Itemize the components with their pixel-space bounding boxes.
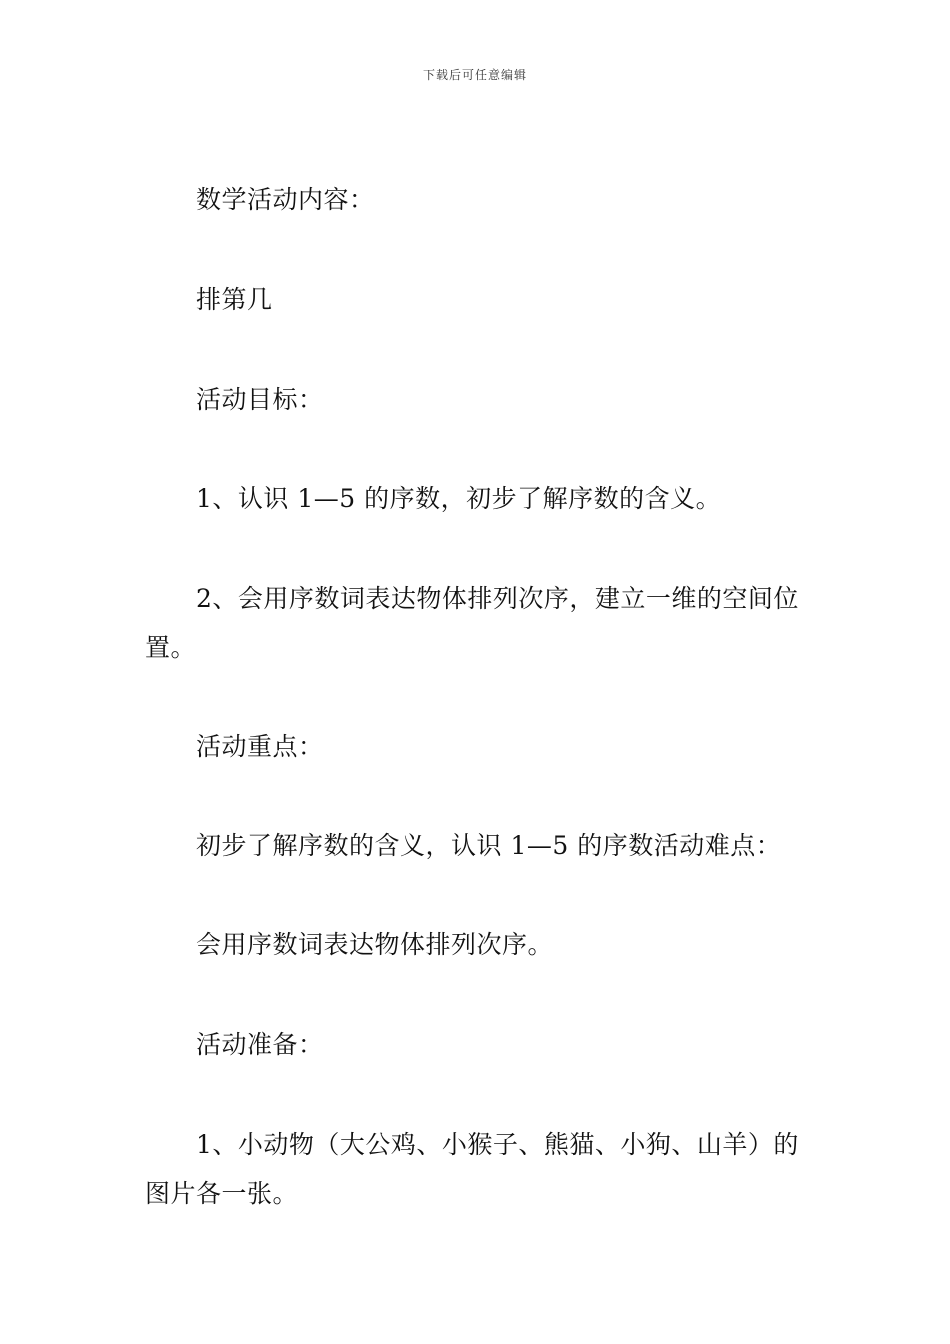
preparation-item-1-line-1: 1、小动物（大公鸡、小猴子、熊猫、小狗、山羊）的 <box>196 1130 799 1159</box>
goal-item-2-line-1: 2、会用序数词表达物体排列次序，建立一维的空间位 <box>196 584 799 613</box>
goal-item-1: 1、认识 1—5 的序数，初步了解序数的含义。 <box>196 484 722 513</box>
activity-title: 排第几 <box>196 285 273 314</box>
section-heading-preparation: 活动准备： <box>196 1030 324 1059</box>
preparation-item-1-line-2: 图片各一张。 <box>145 1179 299 1208</box>
difficulty-text: 会用序数词表达物体排列次序。 <box>196 930 554 959</box>
section-heading-activity-content: 数学活动内容： <box>196 185 375 214</box>
goal-item-2-line-2: 置。 <box>145 633 197 662</box>
key-points-text: 初步了解序数的含义，认识 1—5 的序数活动难点： <box>196 831 782 860</box>
page-header-note: 下载后可任意编辑 <box>422 68 527 82</box>
section-heading-key-points: 活动重点： <box>196 732 324 761</box>
section-heading-goals: 活动目标： <box>196 385 324 414</box>
